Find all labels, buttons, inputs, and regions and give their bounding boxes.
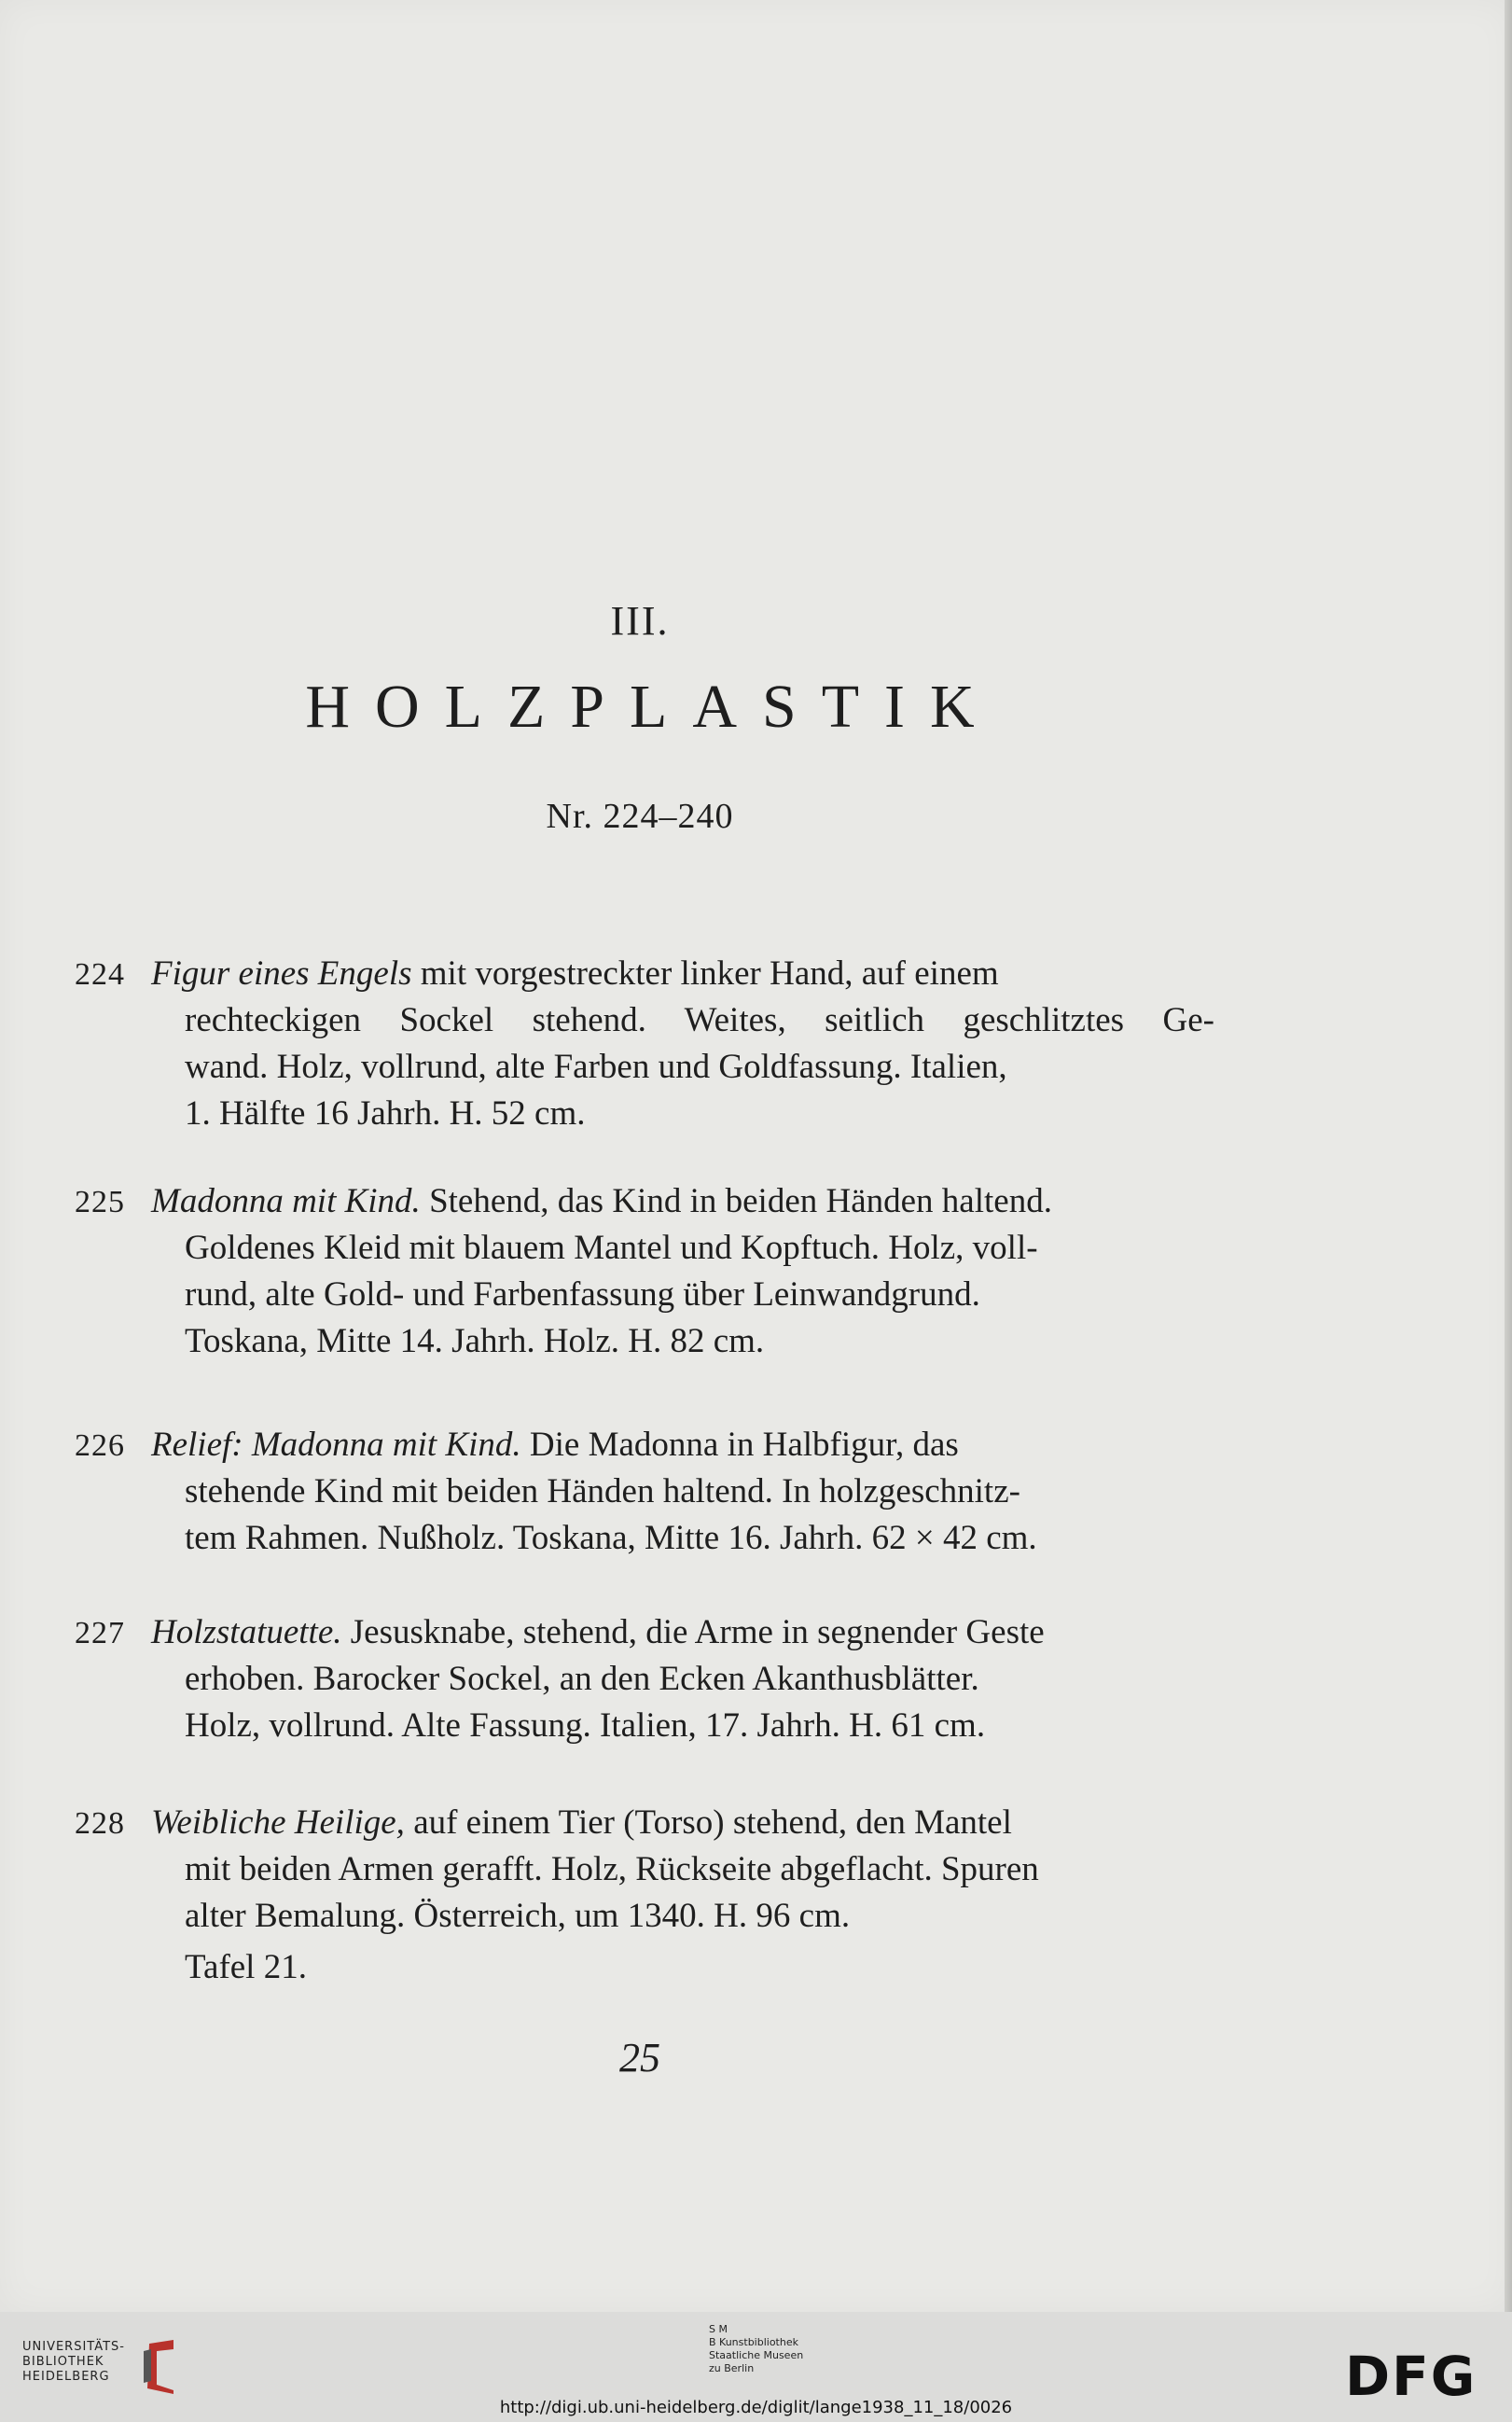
entry-line: alter Bemalung. Österreich, um 1340. H. 96 cm.: [185, 1897, 851, 1935]
entry-line: tem Rahmen. Nußholz. Toskana, Mitte 16. Jahrh. 62 × 42 cm.: [185, 1519, 1037, 1557]
section-title: HOLZPLASTIK: [305, 673, 1000, 741]
entry-line: mit beiden Armen gerafft. Holz, Rückseite abgeflacht. Spuren: [185, 1850, 1039, 1888]
entry-line: Toskana, Mitte 14. Jahrh. Holz. H. 82 cm.: [185, 1322, 765, 1360]
entry-line: Figur eines Engels mit vorgestreckter linker Hand, auf einem: [151, 954, 999, 993]
section-range: Nr. 224–240: [546, 797, 734, 836]
university-logo-icon[interactable]: [140, 2338, 179, 2396]
page-edge: [1505, 0, 1512, 2312]
entry-line: Weibliche Heilige, auf einem Tier (Torso) stehend, den Mantel: [151, 1803, 1012, 1842]
entry-number: 227: [75, 1616, 125, 1650]
entry-line: Relief: Madonna mit Kind. Die Madonna in Halbfigur, das: [151, 1426, 959, 1464]
entry-title: Madonna mit Kind.: [151, 1182, 421, 1220]
entry-line: rechteckigen Sockel stehend. Weites, seitlich geschlitztes Ge-: [185, 1001, 1214, 1039]
entry-line: erhoben. Barocker Sockel, an den Ecken Akanthusblätter.: [185, 1660, 979, 1698]
source-url[interactable]: http://digi.ub.uni-heidelberg.de/diglit/lange1938_11_18/0026: [499, 2398, 1013, 2417]
entry-number: 228: [75, 1806, 125, 1841]
entry-line: Madonna mit Kind. Stehend, das Kind in beiden Händen haltend.: [151, 1182, 1052, 1220]
entry-number: 226: [75, 1428, 125, 1463]
section-number: III.: [610, 598, 670, 644]
entry-line: Tafel 21.: [185, 1948, 307, 1986]
entry-line: stehende Kind mit beiden Händen haltend. In holzgeschnitz-: [185, 1472, 1020, 1510]
entry-title: Figur eines Engels: [151, 954, 412, 993]
page-number: 25: [619, 2035, 660, 2081]
entry-line: Goldenes Kleid mit blauem Mantel und Kopftuch. Holz, voll-: [185, 1229, 1038, 1267]
entry-line: 1. Hälfte 16 Jahrh. H. 52 cm.: [185, 1094, 586, 1133]
entry-number: 224: [75, 957, 125, 992]
entry-line: rund, alte Gold- und Farbenfassung über Leinwandgrund.: [185, 1275, 980, 1314]
entry-number: 225: [75, 1185, 125, 1219]
library-stamp: S M B Kunstbibliothek Staatliche Museen zu Berlin: [709, 2323, 804, 2374]
entry-title: Relief: Madonna mit Kind.: [151, 1426, 521, 1464]
entry-line: wand. Holz, vollrund, alte Farben und Goldfassung. Italien,: [185, 1048, 1007, 1086]
entry-title: Weibliche Heilige,: [151, 1803, 405, 1842]
entry-line: Holz, vollrund. Alte Fassung. Italien, 17. Jahrh. H. 61 cm.: [185, 1706, 986, 1745]
dfg-logo[interactable]: DFG: [1345, 2345, 1477, 2408]
entry-title: Holzstatuette.: [151, 1613, 342, 1651]
entry-line: Holzstatuette. Jesusknabe, stehend, die Arme in segnender Geste: [151, 1613, 1045, 1651]
library-name[interactable]: UNIVERSITÄTS- BIBLIOTHEK HEIDELBERG: [22, 2340, 125, 2384]
